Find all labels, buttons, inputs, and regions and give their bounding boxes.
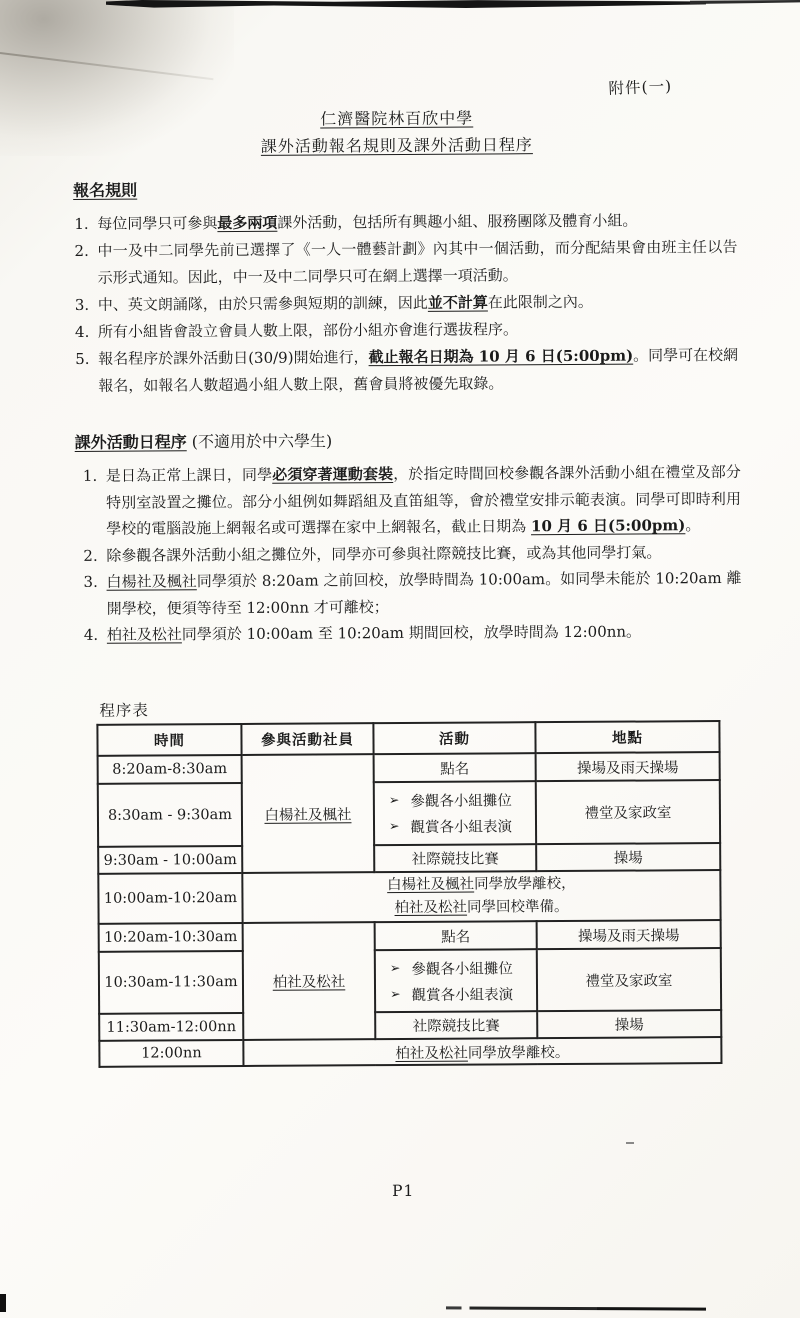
item-text: 每位同學只可參與最多兩項課外活動，包括所有興趣小組、服務團隊及體育小組。 [97, 211, 638, 233]
item-number: 2. [83, 546, 98, 565]
location-cell: 操場及雨天操場 [536, 752, 720, 781]
section-heading-activity-day: 課外活動日程序 (不適用於中六學生) [74, 431, 333, 452]
table-row [99, 1010, 721, 1041]
location-cell: 操場及雨天操場 [537, 920, 721, 949]
school-name: 仁濟醫院林百欣中學 [320, 108, 474, 129]
bullet-item: ➢ 觀賞各小組表演 [388, 818, 513, 836]
page-number: P1 [392, 1181, 415, 1201]
list-item [83, 459, 741, 543]
location-cell: 操場 [537, 1010, 721, 1038]
table-row [98, 843, 720, 874]
col-header-time: 時間 [97, 724, 241, 756]
time-cell: 10:30am-11:30am [99, 951, 243, 1014]
list-item [74, 234, 737, 292]
item-number: 5. [75, 349, 90, 368]
time-cell: 9:30am - 10:00am [98, 846, 242, 874]
bullet-item: ➢ 參觀各小組攤位 [388, 792, 512, 810]
arrow-bullet-icon: ➢ [389, 985, 401, 1001]
time-cell: 10:00am-10:20am [98, 873, 242, 924]
activity-cell: 點名 [374, 753, 536, 782]
activity-cell [375, 949, 537, 1012]
list-item [75, 288, 738, 319]
activity-day-list [83, 459, 742, 649]
dismissal-cell: 柏社及松社同學放學離校。 [243, 1037, 721, 1066]
item-number: 3. [83, 572, 98, 591]
list-item [74, 207, 737, 238]
activity-cell [374, 781, 536, 845]
table-row [98, 870, 720, 924]
item-number: 3. [74, 295, 90, 314]
heading-note: (不適用於中六學生) [186, 431, 333, 452]
time-cell: 10:20am-10:30am [99, 923, 243, 952]
item-number: 4. [83, 625, 99, 644]
table-row [99, 1037, 721, 1067]
item-text: 中、英文朗誦隊，由於只需參與短期的訓練，因此並不計算在此限制之內。 [97, 292, 593, 314]
time-cell: 12:00nn [99, 1040, 243, 1067]
item-number: 1. [74, 214, 89, 233]
item-text: 所有小組皆會設立會員人數上限，部份小組亦會進行選拔程序。 [97, 320, 519, 341]
section-heading-registration-rules: 報名規則 [73, 180, 138, 200]
list-item [75, 315, 738, 346]
list-item [83, 538, 741, 569]
list-item [75, 342, 738, 400]
item-number: 1. [82, 466, 98, 485]
table-row [98, 752, 720, 784]
location-cell: 禮堂及家政室 [536, 780, 720, 844]
activity-cell: 點名 [375, 921, 537, 950]
group-cell: 白楊社及楓社 [242, 754, 375, 873]
item-number: 4. [74, 322, 90, 341]
location-cell: 操場 [536, 843, 720, 871]
table-caption: 程序表 [99, 701, 149, 720]
item-text: 白楊社及楓社同學須於 8:20am 之前回校，放學時間為 10:00am。如同學未能於 10:20am 離開學校，便須等待至 12:00nn 才可離校； [106, 568, 742, 618]
activity-cell: 社際競技比賽 [375, 1011, 537, 1039]
list-item [84, 618, 742, 649]
time-cell: 11:30am-12:00nn [99, 1013, 243, 1041]
time-cell: 8:30am - 9:30am [98, 783, 242, 847]
arrow-bullet-icon: ➢ [388, 792, 400, 808]
location-cell: 禮堂及家政室 [537, 948, 721, 1011]
item-text: 報名程序於課外活動日(30/9)開始進行，截止報名日期為 10 月 6 日(5:00pm)。同學可在校網報名，如報名人數超過小組人數上限，舊會員將被優先取錄。 [98, 345, 739, 395]
col-header-location: 地點 [535, 721, 719, 753]
arrow-bullet-icon: ➢ [389, 959, 401, 975]
bullet-item: ➢ 參觀各小組攤位 [389, 959, 513, 978]
item-text: 柏社及松社同學須於 10:00am 至 10:20am 期間回校，放學時間為 12:00nn。 [106, 622, 642, 644]
table-row [98, 780, 720, 847]
item-text: 除參觀各課外活動小組之攤位外，同學亦可參與社際競技比賽，或為其他同學打氣。 [106, 542, 662, 565]
table-row [99, 948, 721, 1014]
group-cell: 柏社及松社 [243, 922, 376, 1040]
transition-line: 白楊社及楓社同學放學離校， [387, 875, 576, 894]
arrow-bullet-icon: ➢ [388, 818, 400, 834]
transition-cell [242, 870, 720, 923]
document-title: 課外活動報名規則及課外活動日程序 [260, 135, 533, 156]
item-text: 中一及中二同學先前已選擇了《一人一體藝計劃》內其中一個活動，而分配結果會由班主任以告示形式通知。因此，中一及中二同學只可在網上選擇一項活動。 [97, 237, 738, 287]
attachment-label: 附件(一) [608, 77, 673, 98]
registration-rules-list [74, 207, 738, 400]
schedule-table [96, 720, 722, 1068]
bullet-item: ➢ 觀賞各小組表演 [389, 985, 514, 1004]
item-text: 是日為正常上課日，同學必須穿著運動套裝，於指定時間回校參觀各課外活動小組在禮堂及部分特別室設置之攤位。部分小組例如舞蹈組及直笛組等，會於禮堂安排示範表演。同學可即時利用學校的電腦設施上網報名或可選擇在家中上網報名，截止日期為 10 月 6 日(5:00pm)。 [105, 462, 742, 538]
col-header-activity: 活動 [373, 722, 535, 754]
time-cell: 8:20am-8:30am [98, 755, 242, 784]
table-header-row [97, 721, 719, 756]
list-item [83, 565, 741, 622]
document-title-block [0, 103, 797, 162]
table-row [99, 920, 721, 952]
activity-cell: 社際競技比賽 [374, 844, 536, 872]
item-number: 2. [74, 241, 89, 260]
transition-line: 柏社及松社同學回校準備。 [394, 898, 569, 917]
col-header-participants: 參與活動社員 [241, 723, 373, 755]
